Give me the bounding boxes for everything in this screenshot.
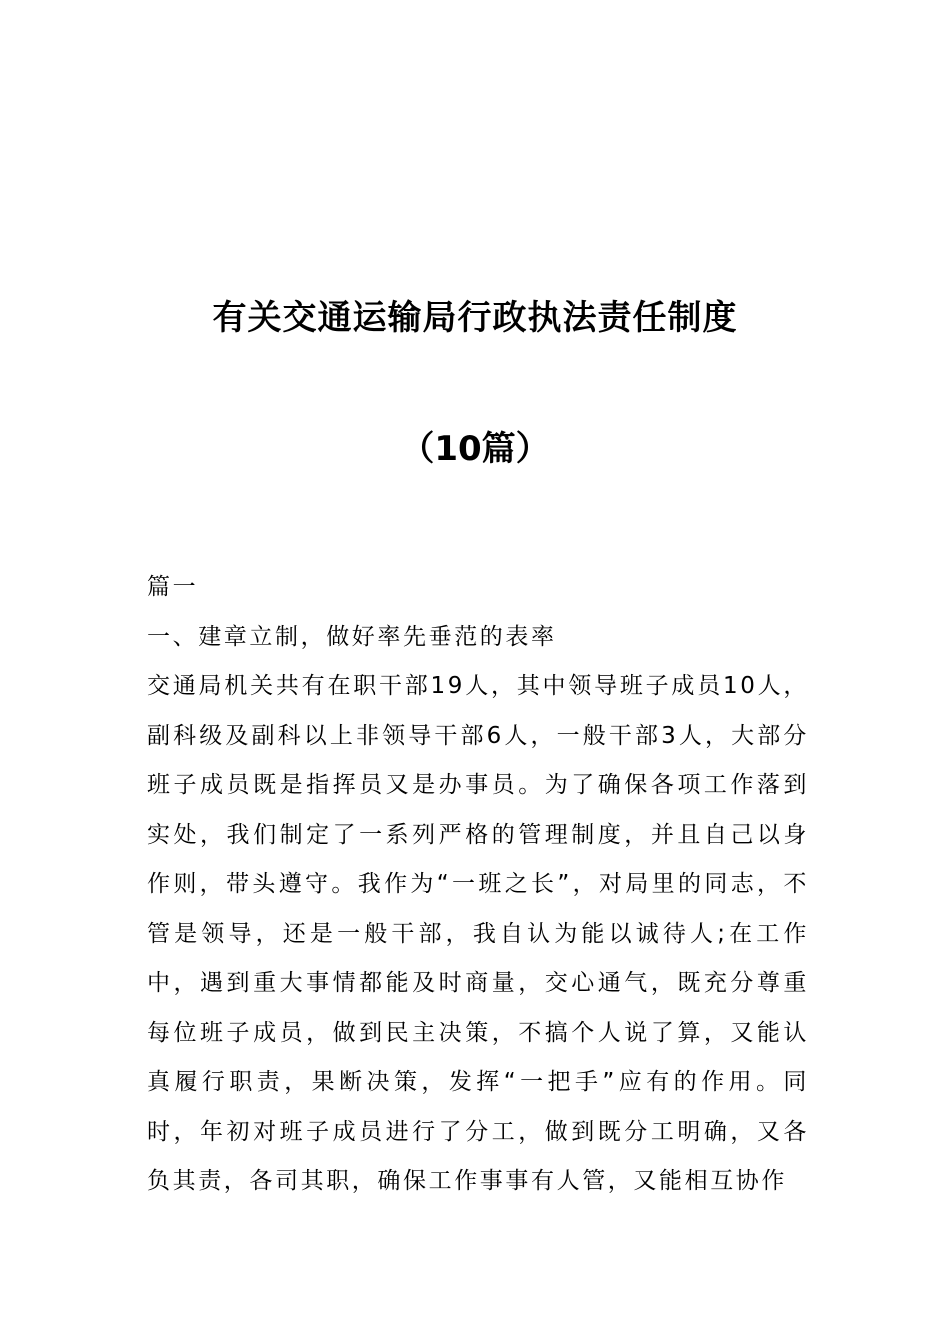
document-title: 有关交通运输局行政执法责任制度 (212, 298, 738, 338)
body-paragraph: 交通局机关共有在职干部19人，其中领导班子成员10人，副科级及副科以上非领导干部6人，一般干部3人，大部分班子成员既是指挥员又是办事员。为了确保各项工作落到实处，我们制定了一系列严格的管理制度，并且自己以身作则，带头遵守。我作为“一班之长”，对局里的同志，不管是领导，还是一般干部，我自认为能以诚待人;在工作中，遇到重大事情都能及时商量，交心通气，既充分尊重每位班子成员，做到民主决策，不搞个人说了算，又能认真履行职责，果断决策，发挥“一把手”应有的作用。同时，年初对班子成员进行了分工，做到既分工明确，又各负其责，各司其职，确保工作事事有人管，又能相互协作 (147, 673, 809, 1194)
section-label: 篇一 (147, 574, 199, 600)
document-subtitle: （10篇） (400, 429, 550, 469)
document-body (147, 563, 809, 1207)
section-heading: 一、建章立制，做好率先垂范的表率 (147, 623, 557, 650)
